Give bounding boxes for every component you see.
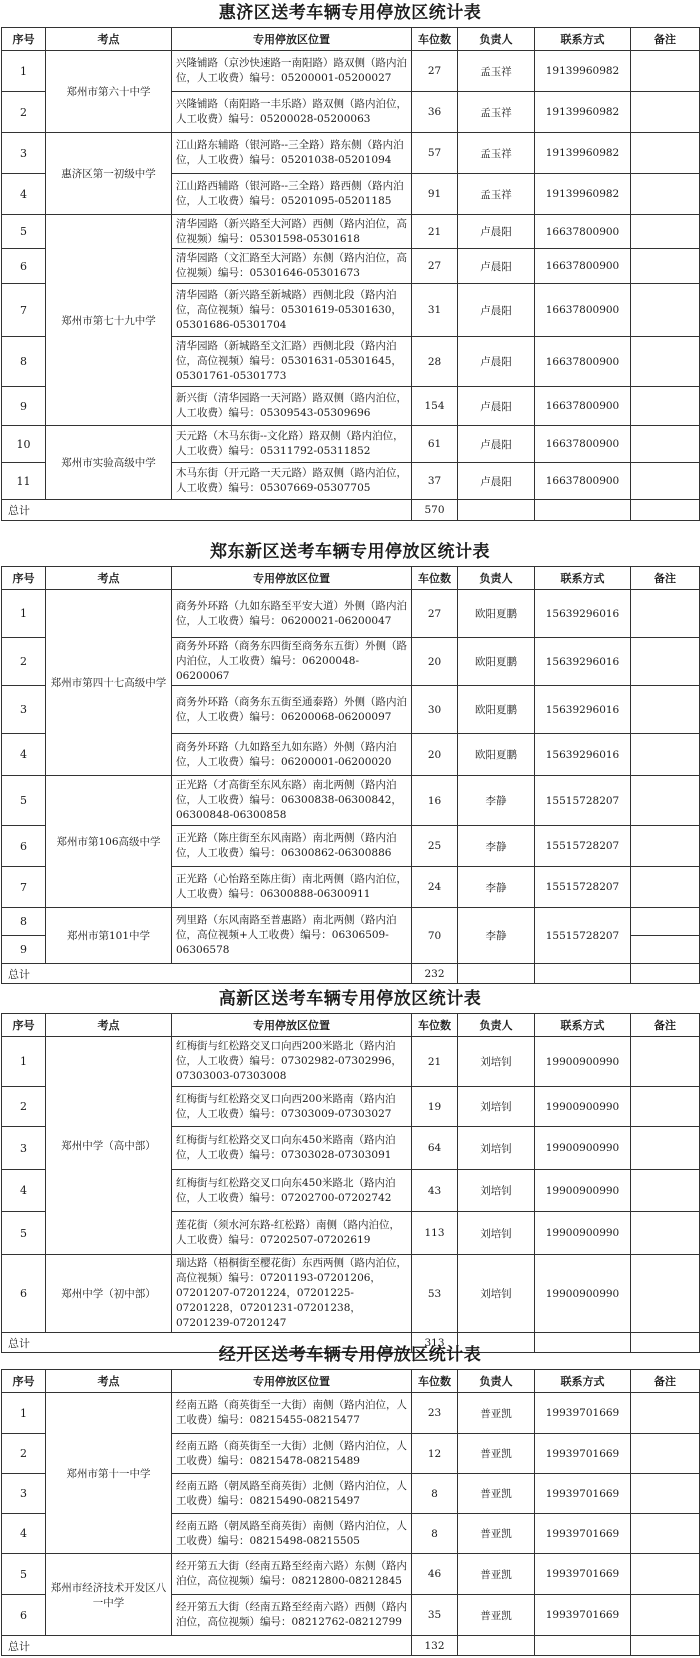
header-row — [2, 1370, 700, 1393]
row-person: 卢晨阳 — [458, 215, 535, 249]
table-row — [2, 590, 700, 638]
section-gaoxin — [0, 986, 700, 1353]
row-seq: 2 — [2, 92, 46, 133]
row-phone: 19939701669 — [535, 1434, 631, 1474]
row-spots: 27 — [412, 51, 458, 92]
row-seq: 1 — [2, 1393, 46, 1434]
row-note — [631, 463, 700, 500]
row-seq: 6 — [2, 249, 46, 284]
row-person: 孟玉祥 — [458, 92, 535, 133]
row-seq: 1 — [2, 1037, 46, 1087]
section-title: 郑东新区送考车辆专用停放区统计表 — [210, 542, 490, 562]
header-person: 负责人 — [458, 567, 535, 590]
row-person: 孟玉祥 — [458, 133, 535, 174]
row-location: 清华园路（新城路至文汇路）西侧北段（路内泊位，高位视频）编号：05301631-05301645，05301761-05301773 — [172, 337, 412, 387]
total-row — [2, 1636, 700, 1656]
row-location: 红梅街与红松路交叉口向西200米路北（路内泊位，人工收费）编号：07302982-07302996，07303003-07303008 — [172, 1037, 412, 1087]
row-person: 普亚凯 — [458, 1434, 535, 1474]
header-seq: 序号 — [2, 1014, 46, 1037]
row-location: 清华园路（新兴路至大河路）西侧（路内泊位，高位视频）编号：05301598-05301618 — [172, 215, 412, 249]
row-phone: 15639296016 — [535, 590, 631, 638]
row-phone: 16637800900 — [535, 284, 631, 337]
row-phone: 19939701669 — [535, 1595, 631, 1636]
header-person: 负责人 — [458, 28, 535, 51]
row-location: 清华园路（新兴路至新城路）西侧北段（路内泊位，高位视频）编号：05301619-05301630，05301686-05301704 — [172, 284, 412, 337]
row-person: 刘培钊 — [458, 1037, 535, 1087]
row-location: 商务外环路（商务东五街至通泰路）外侧（路内泊位，人工收费）编号：06200068-06200097 — [172, 686, 412, 734]
row-note — [631, 387, 700, 426]
row-spots: 64 — [412, 1127, 458, 1170]
row-note — [631, 51, 700, 92]
table-row — [2, 426, 700, 463]
row-seq: 4 — [2, 174, 46, 215]
total-value: 132 — [412, 1636, 458, 1656]
total-label: 总计 — [2, 500, 412, 521]
row-location: 红梅街与红松路交叉口向西200米路南（路内泊位，人工收费）编号：07303009-07303027 — [172, 1087, 412, 1127]
section-jingkai — [0, 1342, 700, 1656]
row-spots: 16 — [412, 776, 458, 826]
row-note — [631, 1554, 700, 1595]
header-contact: 联系方式 — [535, 1014, 631, 1037]
row-location: 正光路（心怡路至陈庄街）南北两侧（路内泊位，人工收费）编号：06300888-06300911 — [172, 867, 412, 908]
row-note — [631, 1474, 700, 1514]
table-row — [2, 1554, 700, 1595]
row-school: 郑州市第101中学 — [46, 908, 172, 964]
row-person: 刘培钊 — [458, 1170, 535, 1212]
total-value: 313 — [412, 1333, 458, 1353]
row-spots: 70 — [412, 908, 458, 964]
row-spots: 8 — [412, 1474, 458, 1514]
row-person: 普亚凯 — [458, 1474, 535, 1514]
header-contact: 联系方式 — [535, 28, 631, 51]
row-phone: 19139960982 — [535, 92, 631, 133]
row-note — [631, 337, 700, 387]
row-phone: 15639296016 — [535, 638, 631, 686]
header-spots: 车位数 — [412, 1014, 458, 1037]
row-note — [631, 638, 700, 686]
row-note — [631, 908, 700, 936]
row-person: 刘培钊 — [458, 1127, 535, 1170]
row-note — [631, 1127, 700, 1170]
total-value: 570 — [412, 500, 458, 521]
row-seq: 7 — [2, 867, 46, 908]
row-location: 经南五路（朝凤路至商英街）南侧（路内泊位，人工收费）编号：08215498-08215505 — [172, 1514, 412, 1554]
parking-table — [1, 1369, 700, 1656]
table-row — [2, 908, 700, 936]
row-note — [631, 1434, 700, 1474]
parking-table — [1, 1013, 700, 1353]
row-note — [631, 1255, 700, 1333]
row-seq: 9 — [2, 387, 46, 426]
section-title: 高新区送考车辆专用停放区统计表 — [218, 989, 482, 1009]
row-phone: 19900900990 — [535, 1087, 631, 1127]
row-school: 郑州市第七十九中学 — [46, 215, 172, 426]
row-location: 江山路东辅路（银河路--三全路）路东侧（路内泊位，人工收费）编号：05201038-05201094 — [172, 133, 412, 174]
row-note — [631, 284, 700, 337]
parking-table — [1, 27, 700, 521]
row-person: 孟玉祥 — [458, 174, 535, 215]
row-note — [631, 249, 700, 284]
row-location: 经南五路（商英街至一大街）北侧（路内泊位，人工收费）编号：08215478-08215489 — [172, 1434, 412, 1474]
row-phone: 16637800900 — [535, 426, 631, 463]
row-spots: 20 — [412, 638, 458, 686]
row-location: 经南五路（朝凤路至商英街）北侧（路内泊位，人工收费）编号：08215490-08215497 — [172, 1474, 412, 1514]
header-contact: 联系方式 — [535, 567, 631, 590]
row-location: 清华园路（文汇路至大河路）东侧（路内泊位，高位视频）编号：05301646-05301673 — [172, 249, 412, 284]
row-seq: 1 — [2, 590, 46, 638]
row-seq: 9 — [2, 936, 46, 964]
row-spots: 21 — [412, 215, 458, 249]
row-note — [631, 1595, 700, 1636]
row-location: 江山路西辅路（银河路--三全路）路西侧（路内泊位，人工收费）编号：05201095-05201185 — [172, 174, 412, 215]
row-seq: 5 — [2, 215, 46, 249]
row-school: 郑州市第十一中学 — [46, 1393, 172, 1554]
row-person: 李静 — [458, 776, 535, 826]
row-note — [631, 1037, 700, 1087]
row-location: 经开第五大街（经南五路至经南六路）东侧（路内泊位，高位视频）编号：08212800-08212845 — [172, 1554, 412, 1595]
header-seq: 序号 — [2, 567, 46, 590]
row-phone: 19900900990 — [535, 1037, 631, 1087]
row-seq: 2 — [2, 638, 46, 686]
header-row — [2, 567, 700, 590]
row-location: 兴隆铺路（京沙快速路一南阳路）路双侧（路内泊位，人工收费）编号：05200001-05200027 — [172, 51, 412, 92]
row-phone: 16637800900 — [535, 337, 631, 387]
row-seq: 8 — [2, 337, 46, 387]
row-person: 卢晨阳 — [458, 387, 535, 426]
row-note — [631, 590, 700, 638]
row-person: 卢晨阳 — [458, 337, 535, 387]
table-row — [2, 133, 700, 174]
row-person: 欧阳夏鹏 — [458, 686, 535, 734]
row-seq: 3 — [2, 1474, 46, 1514]
row-seq: 2 — [2, 1434, 46, 1474]
row-location: 经南五路（商英街至一大街）南侧（路内泊位，人工收费）编号：08215455-08215477 — [172, 1393, 412, 1434]
row-school: 郑州市第106高级中学 — [46, 776, 172, 908]
row-location: 红梅街与红松路交叉口向东450米路北（路内泊位，人工收费）编号：07202700-07202742 — [172, 1170, 412, 1212]
row-school: 惠济区第一初级中学 — [46, 133, 172, 215]
row-note — [631, 686, 700, 734]
row-phone: 19139960982 — [535, 133, 631, 174]
row-person: 李静 — [458, 826, 535, 867]
row-phone: 19939701669 — [535, 1393, 631, 1434]
row-spots: 20 — [412, 734, 458, 776]
section-zhengdong — [0, 539, 700, 984]
row-spots: 27 — [412, 249, 458, 284]
row-person: 李静 — [458, 908, 535, 964]
row-phone: 15639296016 — [535, 686, 631, 734]
row-spots: 46 — [412, 1554, 458, 1595]
row-phone: 19139960982 — [535, 174, 631, 215]
total-row — [2, 500, 700, 521]
section-title: 经开区送考车辆专用停放区统计表 — [218, 1345, 482, 1365]
row-note — [631, 1514, 700, 1554]
row-seq: 11 — [2, 463, 46, 500]
row-location: 正光路（陈庄街至东风南路）南北两侧（路内泊位，人工收费）编号：06300862-06300886 — [172, 826, 412, 867]
row-location: 瑞达路（梧桐街至樱花街）东西两侧（路内泊位，高位视频）编号：07201193-07201206，07201207-07201224，07201225-07201228，07201231-07201238，07201239-07201247 — [172, 1255, 412, 1333]
header-spots: 车位数 — [412, 1370, 458, 1393]
row-phone: 19939701669 — [535, 1554, 631, 1595]
row-spots: 8 — [412, 1514, 458, 1554]
row-school: 郑州市实验高级中学 — [46, 426, 172, 500]
row-spots: 61 — [412, 426, 458, 463]
row-location: 天元路（木马东街--文化路）路双侧（路内泊位，人工收费）编号：05311792-05311852 — [172, 426, 412, 463]
row-spots: 25 — [412, 826, 458, 867]
row-phone: 16637800900 — [535, 249, 631, 284]
row-note — [631, 826, 700, 867]
row-note — [631, 1212, 700, 1255]
row-spots: 57 — [412, 133, 458, 174]
row-spots: 23 — [412, 1393, 458, 1434]
row-person: 刘培钊 — [458, 1087, 535, 1127]
row-seq: 2 — [2, 1087, 46, 1127]
table-row — [2, 1037, 700, 1087]
total-value: 232 — [412, 964, 458, 984]
row-seq: 4 — [2, 1170, 46, 1212]
row-note — [631, 1087, 700, 1127]
section-title: 惠济区送考车辆专用停放区统计表 — [218, 3, 482, 23]
row-phone: 19939701669 — [535, 1474, 631, 1514]
header-school: 考点 — [46, 1370, 172, 1393]
row-spots: 91 — [412, 174, 458, 215]
header-location: 专用停放区位置 — [172, 28, 412, 51]
row-location: 红梅街与红松路交叉口向东450米路南（路内泊位，人工收费）编号：07303028-07303091 — [172, 1127, 412, 1170]
row-person: 卢晨阳 — [458, 249, 535, 284]
row-seq: 5 — [2, 1554, 46, 1595]
table-row — [2, 215, 700, 249]
row-spots: 53 — [412, 1255, 458, 1333]
header-row — [2, 28, 700, 51]
header-person: 负责人 — [458, 1370, 535, 1393]
row-school: 郑州市第六十中学 — [46, 51, 172, 133]
row-location: 新兴街（清华园路一天河路）路双侧（路内泊位，人工收费）编号：05309543-05309696 — [172, 387, 412, 426]
row-spots: 31 — [412, 284, 458, 337]
row-school: 郑州市第四十七高级中学 — [46, 590, 172, 776]
row-location: 商务外环路（九如路至九如东路）外侧（路内泊位，人工收费）编号：06200001-06200020 — [172, 734, 412, 776]
row-seq: 1 — [2, 51, 46, 92]
table-row — [2, 776, 700, 826]
row-spots: 19 — [412, 1087, 458, 1127]
row-phone: 15639296016 — [535, 734, 631, 776]
total-label: 总计 — [2, 964, 412, 984]
header-school: 考点 — [46, 28, 172, 51]
row-phone: 19900900990 — [535, 1255, 631, 1333]
row-person: 普亚凯 — [458, 1595, 535, 1636]
parking-table — [1, 566, 700, 984]
row-seq: 6 — [2, 1595, 46, 1636]
row-phone: 16637800900 — [535, 463, 631, 500]
row-phone: 16637800900 — [535, 387, 631, 426]
row-person: 卢晨阳 — [458, 284, 535, 337]
header-school: 考点 — [46, 1014, 172, 1037]
row-seq: 6 — [2, 826, 46, 867]
row-spots: 27 — [412, 590, 458, 638]
row-phone: 15515728207 — [535, 826, 631, 867]
row-phone: 15515728207 — [535, 776, 631, 826]
header-note: 备注 — [631, 567, 700, 590]
row-seq: 4 — [2, 734, 46, 776]
total-label: 总计 — [2, 1636, 412, 1656]
row-school: 郑州中学（高中部） — [46, 1037, 172, 1255]
row-note — [631, 426, 700, 463]
total-label: 总计 — [2, 1333, 412, 1353]
header-note: 备注 — [631, 1370, 700, 1393]
row-note — [631, 936, 700, 964]
row-person: 普亚凯 — [458, 1514, 535, 1554]
row-school: 郑州中学（初中部） — [46, 1255, 172, 1333]
row-spots: 36 — [412, 92, 458, 133]
section-huiji — [0, 0, 700, 521]
row-seq: 6 — [2, 1255, 46, 1333]
row-phone: 19900900990 — [535, 1127, 631, 1170]
table-row — [2, 1393, 700, 1434]
row-person: 卢晨阳 — [458, 426, 535, 463]
header-contact: 联系方式 — [535, 1370, 631, 1393]
header-note: 备注 — [631, 1014, 700, 1037]
row-note — [631, 92, 700, 133]
row-location: 木马东街（开元路一天元路）路双侧（路内泊位，人工收费）编号：05307669-05307705 — [172, 463, 412, 500]
row-seq: 7 — [2, 284, 46, 337]
row-person: 普亚凯 — [458, 1393, 535, 1434]
row-seq: 8 — [2, 908, 46, 936]
row-note — [631, 776, 700, 826]
row-spots: 113 — [412, 1212, 458, 1255]
header-spots: 车位数 — [412, 567, 458, 590]
row-note — [631, 867, 700, 908]
row-location: 莲花街（须水河东路-红松路）南侧（路内泊位，人工收费）编号：07202507-07202619 — [172, 1212, 412, 1255]
row-person: 刘培钊 — [458, 1212, 535, 1255]
header-school: 考点 — [46, 567, 172, 590]
row-spots: 37 — [412, 463, 458, 500]
row-person: 卢晨阳 — [458, 463, 535, 500]
row-spots: 28 — [412, 337, 458, 387]
row-phone: 15515728207 — [535, 867, 631, 908]
row-phone: 15515728207 — [535, 908, 631, 964]
header-location: 专用停放区位置 — [172, 567, 412, 590]
row-phone: 16637800900 — [535, 215, 631, 249]
table-row — [2, 1255, 700, 1333]
row-person: 普亚凯 — [458, 1554, 535, 1595]
table-row — [2, 51, 700, 92]
header-row — [2, 1014, 700, 1037]
row-spots: 154 — [412, 387, 458, 426]
row-location: 正光路（才高街至东风东路）南北两侧（路内泊位，人工收费）编号：06300838-06300842，06300848-06300858 — [172, 776, 412, 826]
row-spots: 43 — [412, 1170, 458, 1212]
row-person: 欧阳夏鹏 — [458, 638, 535, 686]
row-seq: 3 — [2, 1127, 46, 1170]
row-person: 孟玉祥 — [458, 51, 535, 92]
header-location: 专用停放区位置 — [172, 1014, 412, 1037]
row-school: 郑州市经济技术开发区八一中学 — [46, 1554, 172, 1636]
header-seq: 序号 — [2, 1370, 46, 1393]
total-row — [2, 964, 700, 984]
header-seq: 序号 — [2, 28, 46, 51]
row-location: 商务外环路（九如东路至平安大道）外侧（路内泊位，人工收费）编号：06200021-06200047 — [172, 590, 412, 638]
row-seq: 5 — [2, 776, 46, 826]
header-person: 负责人 — [458, 1014, 535, 1037]
header-location: 专用停放区位置 — [172, 1370, 412, 1393]
row-phone: 19939701669 — [535, 1514, 631, 1554]
row-seq: 10 — [2, 426, 46, 463]
row-location: 兴隆铺路（南阳路一丰乐路）路双侧（路内泊位，人工收费）编号：05200028-05200063 — [172, 92, 412, 133]
row-note — [631, 174, 700, 215]
row-seq: 5 — [2, 1212, 46, 1255]
row-phone: 19900900990 — [535, 1212, 631, 1255]
row-phone: 19900900990 — [535, 1170, 631, 1212]
row-note — [631, 1393, 700, 1434]
row-note — [631, 734, 700, 776]
row-spots: 30 — [412, 686, 458, 734]
row-spots: 24 — [412, 867, 458, 908]
row-seq: 4 — [2, 1514, 46, 1554]
row-spots: 35 — [412, 1595, 458, 1636]
row-location: 商务外环路（商务东四街至商务东五街）外侧（路内泊位，人工收费）编号：06200048-06200067 — [172, 638, 412, 686]
row-person: 欧阳夏鹏 — [458, 734, 535, 776]
row-seq: 3 — [2, 133, 46, 174]
row-note — [631, 133, 700, 174]
row-spots: 21 — [412, 1037, 458, 1087]
row-person: 欧阳夏鹏 — [458, 590, 535, 638]
header-note: 备注 — [631, 28, 700, 51]
row-location: 经开第五大街（经南五路至经南六路）西侧（路内泊位，高位视频）编号：08212762-08212799 — [172, 1595, 412, 1636]
row-person: 李静 — [458, 867, 535, 908]
row-seq: 3 — [2, 686, 46, 734]
row-phone: 19139960982 — [535, 51, 631, 92]
row-person: 刘培钊 — [458, 1255, 535, 1333]
row-spots: 12 — [412, 1434, 458, 1474]
header-spots: 车位数 — [412, 28, 458, 51]
row-note — [631, 1170, 700, 1212]
row-location: 列里路（东风南路至普惠路）南北两侧（路内泊位，高位视频+人工收费）编号：06306509-06306578 — [172, 908, 412, 964]
row-note — [631, 215, 700, 249]
